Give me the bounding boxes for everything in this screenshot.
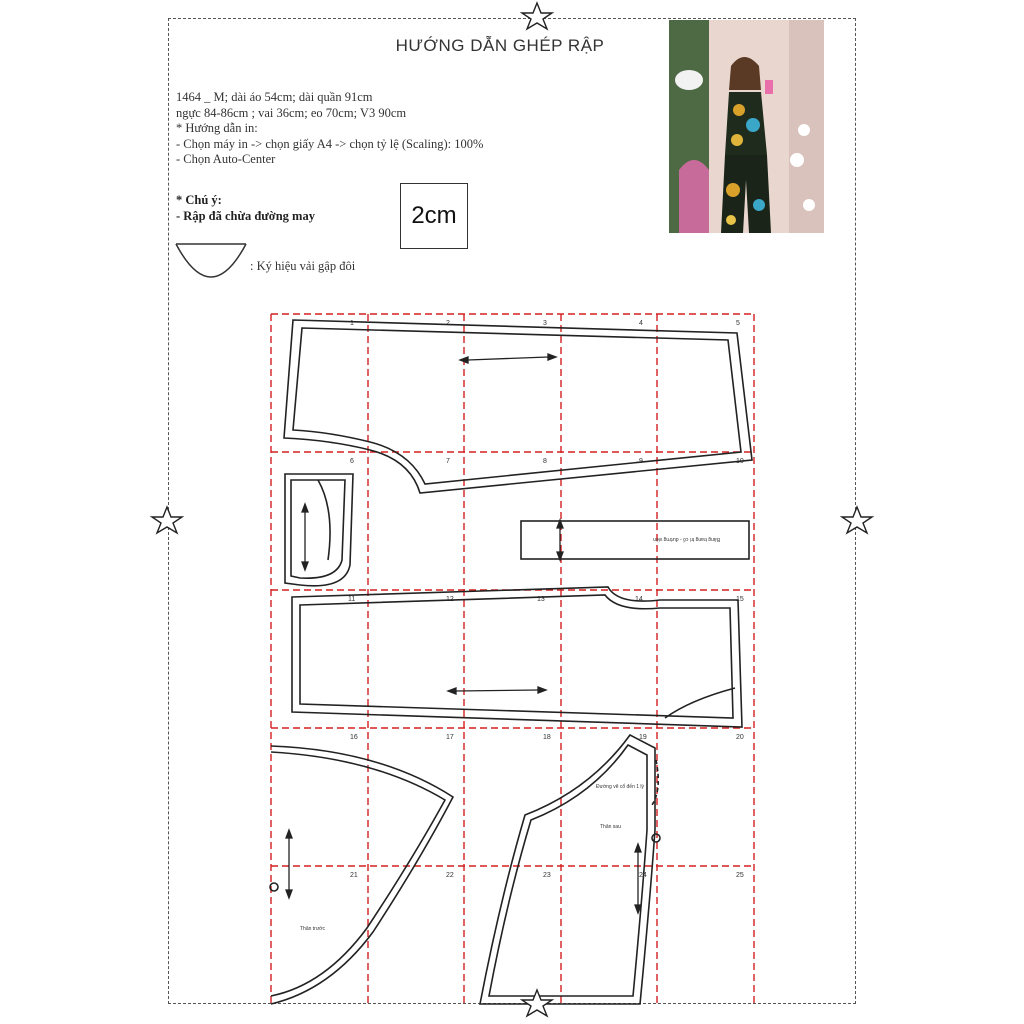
sheet-number: 7	[446, 458, 450, 465]
note-heading: * Chú ý:	[176, 193, 222, 207]
sheet-number: 25	[736, 872, 744, 879]
sheet-number: 13	[537, 596, 545, 603]
sheet-number: 12	[446, 596, 454, 603]
sheet-number: 22	[446, 872, 454, 879]
sheet-number: 17	[446, 734, 454, 741]
sheet-number: 3	[543, 320, 547, 327]
sheet-number: 14	[635, 596, 643, 603]
piece-label-back: Thân sau	[600, 824, 621, 830]
sheet-number: 9	[639, 458, 643, 465]
sheet-number: 24	[639, 872, 647, 879]
piece-label-neck: Đường vẽ cổ đến 1 lý	[596, 784, 645, 790]
info-print-heading: * Hướng dẫn in:	[176, 121, 258, 135]
info-print-step-1: - Chọn máy in -> chọn giấy A4 -> chọn tỷ lệ (Scaling): 100%	[176, 136, 484, 151]
sheet-number: 15	[736, 596, 744, 603]
info-size-line: 1464 _ M; dài áo 54cm; dài quần 91cm	[176, 90, 373, 104]
bodice-back-piece	[480, 735, 655, 1004]
scale-check-box: 2cm	[400, 183, 468, 249]
piece-label-front: Thân trước	[300, 926, 325, 932]
sheet-number: 19	[639, 734, 647, 741]
page-title: HƯỚNG DẪN GHÉP RẬP	[395, 36, 605, 55]
sheet-number: 8	[543, 458, 547, 465]
sheet-number: 6	[350, 458, 354, 465]
sheet-number: 21	[350, 872, 358, 879]
sheet-number: 16	[350, 734, 358, 741]
sheet-number: 5	[736, 320, 740, 327]
note-text: - Rập đã chừa đường may	[176, 209, 315, 223]
info-print-step-2: - Chọn Auto-Center	[176, 152, 276, 166]
trouser-piece-back	[284, 320, 752, 493]
sheet-number: 10	[736, 458, 744, 465]
sheet-number: 2	[446, 320, 450, 327]
sheet-number: 23	[543, 872, 551, 879]
sheet-number: 1	[350, 320, 354, 327]
sheet-number: 20	[736, 734, 744, 741]
piece-label-strip: Bảng trang trí cổ - đường viền	[653, 536, 720, 542]
sheet-number: 18	[543, 734, 551, 741]
sheet-grid	[271, 314, 754, 1004]
bodice-front-piece	[271, 746, 453, 1004]
sheet-number: 11	[348, 596, 356, 603]
sheet-number: 4	[639, 320, 643, 327]
info-measure-line: ngực 84-86cm ; vai 36cm; eo 70cm; V3 90cm	[176, 105, 407, 120]
fold-legend-text: : Ký hiệu vải gập đôi	[250, 259, 356, 273]
